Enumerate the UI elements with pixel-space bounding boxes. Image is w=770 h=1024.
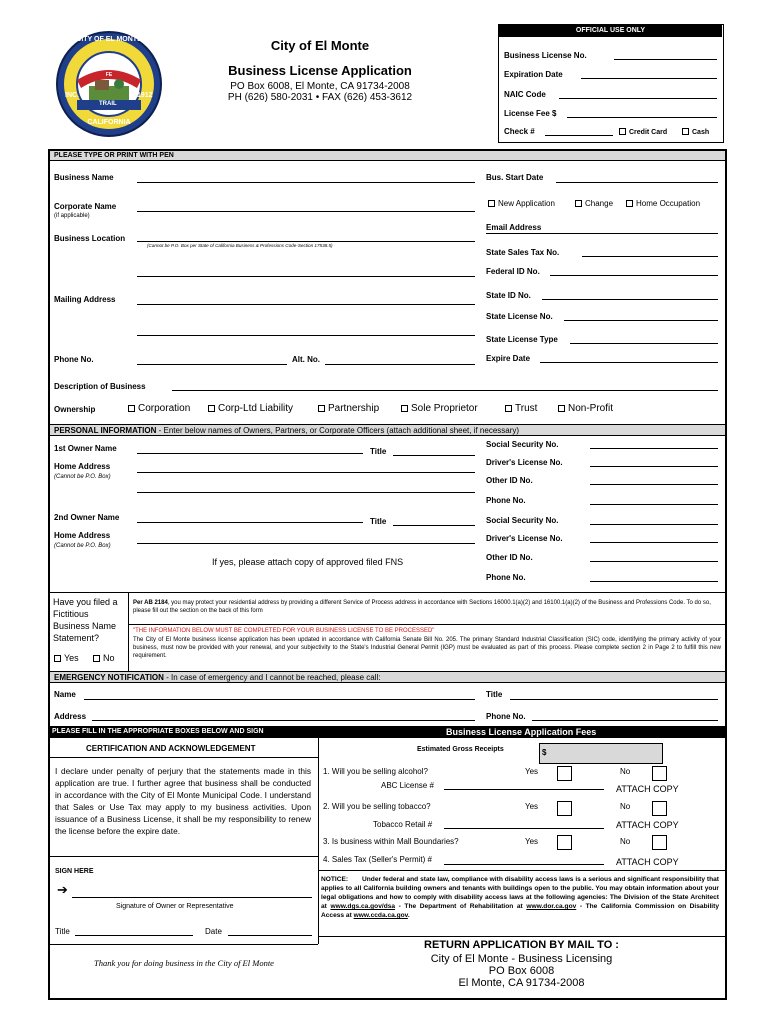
federal-id-label: Federal ID No. (486, 267, 540, 276)
cert-title: CERTIFICATION AND ACKNOWLEDGEMENT (86, 744, 256, 753)
bus-start-field[interactable] (556, 182, 718, 183)
official-license-no-label: Business License No. (504, 51, 587, 60)
cash-checkbox[interactable] (682, 128, 689, 135)
owner1-phone-field[interactable] (590, 504, 718, 505)
change-option[interactable]: Change (575, 199, 613, 208)
official-check-field[interactable] (545, 135, 613, 136)
owner1-dl-field[interactable] (590, 466, 718, 467)
owner2-ssn-label: Social Security No. (486, 516, 559, 525)
tobacco-yes-box[interactable] (557, 801, 572, 816)
mall-no-box[interactable] (652, 835, 667, 850)
emergency-name-label: Name (54, 690, 76, 699)
alt-phone-label: Alt. No. (292, 355, 320, 364)
signature-label: Signature of Owner or Representative (116, 903, 234, 910)
tobacco-yes-label: Yes (525, 802, 539, 811)
city-name: City of El Monte (270, 38, 370, 53)
owner1-dl-label: Driver's License No. (486, 458, 563, 467)
mall-no-label: No (620, 837, 631, 846)
phone-field[interactable] (137, 364, 287, 365)
phone-label: Phone No. (54, 355, 94, 364)
tobacco-question: 2. Will you be selling tobacco? (323, 802, 431, 811)
seal-trail-text: TRAIL (99, 101, 117, 107)
official-use-box (498, 24, 724, 143)
sole-proprietor-checkbox[interactable] (401, 405, 408, 412)
emergency-title: EMERGENCY NOTIFICATION (54, 673, 164, 682)
state-license-field[interactable] (564, 320, 718, 321)
home-occupation-option[interactable]: Home Occupation (626, 199, 700, 208)
ownership-trust[interactable]: Trust (505, 403, 537, 414)
expire-date-label: Expire Date (486, 354, 531, 363)
return-divider (318, 936, 725, 937)
fictitious-yes-option[interactable]: Yes (54, 653, 79, 663)
sales-tax-permit-label: 4. Sales Tax (Seller's Permit) # (323, 855, 432, 864)
ownership-partnership[interactable]: Partnership (318, 403, 379, 414)
tobacco-no-label: No (620, 802, 631, 811)
sign-here-label: SIGN HERE (55, 868, 94, 875)
description-field[interactable] (172, 390, 718, 391)
seal-inc-text: INC. (65, 92, 79, 99)
mall-question: 3. Is business within Mall Boundaries? (323, 837, 459, 846)
official-fee-label: License Fee $ (504, 109, 557, 118)
section1-title: PLEASE TYPE OR PRINT WITH PEN (54, 152, 174, 159)
header-block (200, 38, 440, 103)
owner2-dl-label: Driver's License No. (486, 534, 563, 543)
owner2-home-field[interactable] (137, 543, 475, 544)
return-line2: PO Box 6008 (488, 965, 555, 977)
owner1-phone-label: Phone No. (486, 496, 526, 505)
email-field[interactable] (486, 233, 718, 234)
owner2-other-id-label: Other ID No. (486, 553, 533, 562)
location-note: (Cannot be P.O. Box per State of California Business & Professions Code-Section 17538.5) (147, 243, 333, 248)
sales-tax-permit-field[interactable] (444, 864, 604, 865)
emergency-address-field[interactable] (92, 720, 475, 721)
personal-title: PERSONAL INFORMATION (54, 426, 157, 435)
mailing-address-field-2[interactable] (137, 335, 475, 336)
owner1-home-field-2[interactable] (137, 492, 475, 493)
gross-receipts-field[interactable] (539, 743, 663, 764)
abc-license-field[interactable] (444, 789, 604, 790)
state-license-type-field[interactable] (570, 343, 718, 344)
official-fee-field[interactable] (567, 117, 717, 118)
corporation-checkbox[interactable] (128, 405, 135, 412)
owner1-label: 1st Owner Name (54, 444, 117, 453)
cert-title-field[interactable] (75, 935, 193, 936)
section1-title-bar (50, 151, 725, 161)
bus-start-label: Bus. Start Date (486, 173, 544, 182)
partnership-checkbox[interactable] (318, 405, 325, 412)
cert-date-field[interactable] (228, 935, 312, 936)
return-line1: City of El Monte - Business Licensing (430, 953, 613, 965)
ownership-nonprofit[interactable]: Non-Profit (558, 403, 613, 414)
official-credit-option[interactable]: Credit Card (619, 128, 667, 136)
corporate-name-label: Corporate Name (54, 202, 117, 211)
owner1-other-id-label: Other ID No. (486, 476, 533, 485)
business-location-field[interactable] (137, 241, 475, 242)
cert-bar-left-text: PLEASE FILL IN THE APPROPRIATE BOXES BELOW AND SIGN (52, 728, 264, 735)
sb205-note: The City of El Monte business license application has been updated in accordance with California Senate Bill No. 205. The primary Standard Industrial Classification (SIC) code, identifying the primary activity of your business, must now be provided with your renewal, and your subjectivity to the State's Industrial General Permit (IGP) must be evaluated as part of this process. Please complete section 2 in Page 2 to fulfill this new requirement. (133, 637, 721, 659)
alcohol-attach-copy: ATTACH COPY (616, 784, 679, 794)
home-occupation-checkbox[interactable] (626, 200, 633, 207)
mailing-address-field[interactable] (137, 304, 475, 305)
header-address: PO Box 6008, El Monte, CA 91734-2008 (230, 81, 410, 92)
official-naic-label: NAIC Code (504, 90, 546, 99)
dor-link[interactable]: www.dor.ca.gov (526, 903, 577, 910)
official-license-no-field[interactable] (614, 59, 717, 60)
mailing-address-label: Mailing Address (54, 295, 116, 304)
owner2-label: 2nd Owner Name (54, 513, 120, 522)
cert-bar-right-text: Business License Application Fees (446, 727, 597, 737)
city-seal (55, 30, 163, 138)
return-line3: El Monte, CA 91734-2008 (458, 977, 585, 989)
non-profit-checkbox[interactable] (558, 405, 565, 412)
owner1-ssn-label: Social Security No. (486, 440, 559, 449)
state-id-label: State ID No. (486, 291, 531, 300)
official-naic-field[interactable] (559, 98, 717, 99)
emergency-title-field[interactable] (510, 699, 718, 700)
new-application-checkbox[interactable] (488, 200, 495, 207)
cert-column-divider (318, 738, 319, 944)
ownership-corporation[interactable]: Corporation (128, 403, 190, 414)
alcohol-question: 1. Will you be selling alcohol? (323, 767, 428, 776)
mall-yes-label: Yes (525, 837, 539, 846)
red-required-note: "THE INFORMATION BELOW MUST BE COMPLETED FOR YOUR BUSINESS LICENSE TO BE PROCESSED" (133, 628, 435, 634)
gross-dollar-sign: $ (542, 748, 547, 757)
official-expiration-label: Expiration Date (504, 70, 563, 79)
header-phone: PH (626) 580-2031 • FAX (626) 453-3612 (227, 92, 413, 103)
description-label: Description of Business (54, 382, 146, 391)
if-applicable-note: (if applicable) (54, 213, 90, 219)
owner2-phone-label: Phone No. (486, 573, 526, 582)
return-title: RETURN APPLICATION BY MAIL TO : (424, 939, 619, 951)
owner1-title-field[interactable] (393, 455, 475, 456)
thank-you-note: Thank you for doing business in the City of El Monte (94, 958, 274, 968)
seal-bottom-text: CALIFORNIA (87, 119, 131, 126)
alt-phone-field[interactable] (325, 364, 475, 365)
notice-label: NOTICE: (321, 876, 349, 883)
trust-checkbox[interactable] (505, 405, 512, 412)
sales-tax-attach-copy: ATTACH COPY (616, 857, 679, 867)
business-location-field-2[interactable] (137, 276, 475, 277)
fns-note: If yes, please attach copy of approved filed FNS (212, 557, 404, 567)
expire-date-field[interactable] (540, 362, 718, 363)
owner2-ssn-field[interactable] (590, 524, 718, 525)
fictitious-no-checkbox[interactable] (93, 655, 100, 662)
tobacco-no-box[interactable] (652, 801, 667, 816)
change-checkbox[interactable] (575, 200, 582, 207)
owner1-other-id-field[interactable] (590, 484, 718, 485)
business-name-label: Business Name (54, 173, 114, 182)
owner1-home-field[interactable] (137, 472, 475, 473)
owner1-title-label: Title (370, 447, 387, 456)
emergency-phone-field[interactable] (532, 720, 718, 721)
signature-field[interactable] (72, 897, 312, 898)
cert-title-label: Title (55, 927, 70, 936)
fictitious-divider-top (50, 592, 725, 593)
cert-title-underline (50, 757, 318, 758)
ownership-label: Ownership (54, 405, 96, 414)
emergency-title-label: Title (486, 690, 503, 699)
state-license-type-label: State License Type (486, 335, 558, 344)
business-name-field[interactable] (137, 182, 475, 183)
cert-date-label: Date (205, 927, 222, 936)
owner2-field[interactable] (137, 522, 363, 523)
cert-text: I declare under penalty of perjury that the statements made in this application are true. I further agree that business shall be conducted in accordance with the City of El Monte Municipal Code. I understand that Sales or Use Tax may apply to my business activities. Upon issuance of a Business License, it shall be my responsibility to renew the license before the expire date. (55, 766, 311, 836)
owner1-no-po-note: (Cannot be P.O. Box) (54, 474, 111, 480)
corp-ltd-checkbox[interactable] (208, 405, 215, 412)
owner2-phone-field[interactable] (590, 581, 718, 582)
owner2-home-label: Home Address (54, 531, 111, 540)
owner2-other-id-field[interactable] (590, 561, 718, 562)
credit-checkbox[interactable] (619, 128, 626, 135)
federal-id-field[interactable] (550, 275, 718, 276)
official-cash-option[interactable]: Cash (682, 128, 709, 136)
alcohol-yes-box[interactable] (557, 766, 572, 781)
disability-notice: NOTICE: Under federal and state law, compliance with disability access laws is a serious and significant responsibility that applies to all California building owners and tenants with buildings open to the public. You may obtain information about your legal obligations and how to comply with disability access laws at the following agencies: The Division of the State Architect at www.dgs.ca.gov/dsa - The Department of Rehabilitation at www.dor.ca.gov - The California Commission on Disability Access at www.ccda.ca.gov. (321, 876, 719, 919)
owner1-home-label: Home Address (54, 462, 111, 471)
personal-title-bar (50, 424, 725, 436)
email-label: Email Address (486, 223, 542, 232)
cert-fees-bar (50, 726, 725, 738)
notice-text: Under federal and state law, compliance with disability access laws is a serious and significant responsibility that applies to all California building owners and tenants with buildings open to the public. You may obtain information about your legal obligations and how to comply with disability access laws at the following agencies: The Division of the State Architect at (321, 876, 719, 910)
emergency-title-bar (50, 671, 725, 683)
emergency-address-label: Address (54, 712, 87, 721)
fictitious-question-block: Have you filed a Fictitious Business Name Statement? (53, 597, 118, 643)
form-title: Business License Application (228, 63, 412, 78)
seal-year-text: 1912 (137, 92, 153, 99)
official-use-title: OFFICIAL USE ONLY (499, 25, 722, 37)
seal-top-text: CITY OF EL MONTE (76, 36, 142, 43)
business-location-label: Business Location (54, 234, 126, 243)
fictitious-vertical-divider (128, 592, 129, 671)
sales-tax-field[interactable] (582, 256, 718, 257)
ab2184-divider (128, 624, 725, 625)
tobacco-retail-field[interactable] (444, 828, 604, 829)
seal-band-text: END OF THE SANTA FE (84, 66, 134, 78)
personal-instructions: - Enter below names of Owners, Partners, or Corporate Officers (attach additional sheet, if necessary) (156, 426, 520, 435)
official-expiration-field[interactable] (581, 78, 717, 79)
new-application-option[interactable]: New Application (488, 199, 555, 208)
thanks-divider (50, 944, 318, 945)
owner2-dl-field[interactable] (590, 542, 718, 543)
notice-divider (318, 870, 725, 871)
state-id-field[interactable] (542, 299, 718, 300)
mall-yes-box[interactable] (557, 835, 572, 850)
ccda-link[interactable]: www.ccda.ca.gov (353, 912, 408, 919)
emergency-phone-label: Phone No. (486, 712, 526, 721)
alcohol-no-box[interactable] (652, 766, 667, 781)
fictitious-yes-checkbox[interactable] (54, 655, 61, 662)
owner1-ssn-field[interactable] (590, 448, 718, 449)
tobacco-attach-copy: ATTACH COPY (616, 820, 679, 830)
fictitious-no-option[interactable]: No (93, 653, 115, 663)
owner2-title-field[interactable] (393, 525, 475, 526)
owner2-no-po-note: (Cannot be P.O. Box) (54, 543, 111, 549)
return-block (318, 939, 725, 989)
dsa-link[interactable]: www.dgs.ca.gov/dsa (330, 903, 396, 910)
sign-arrow-icon: ➔ (57, 882, 68, 897)
state-license-label: State License No. (486, 312, 553, 321)
gross-receipts-label: Estimated Gross Receipts (417, 746, 504, 753)
ownership-corp-ltd[interactable]: Corp-Ltd Liability (208, 403, 293, 414)
ownership-sole[interactable]: Sole Proprietor (401, 403, 478, 414)
owner1-field[interactable] (137, 453, 363, 454)
abc-license-label: ABC License # (381, 781, 434, 790)
corporate-name-field[interactable] (137, 211, 475, 212)
tobacco-retail-label: Tobacco Retail # (373, 820, 433, 829)
alcohol-no-label: No (620, 767, 631, 776)
emergency-instructions: - In case of emergency and I cannot be reached, please call: (163, 673, 381, 682)
cert-text-divider (50, 856, 318, 857)
sales-tax-label: State Sales Tax No. (486, 248, 560, 257)
official-check-label: Check # (504, 127, 535, 136)
alcohol-yes-label: Yes (525, 767, 539, 776)
emergency-name-field[interactable] (84, 699, 475, 700)
owner2-title-label: Title (370, 517, 387, 526)
ab2184-note: Per AB 2184, you may protect your residential address by providing a different Service of Process address in accordance with Sections 16000.1(a)(2) and 16100.1(a)(2) of the Business and Professions Code. To do so, please fill out the section on the back of this form (133, 600, 711, 614)
